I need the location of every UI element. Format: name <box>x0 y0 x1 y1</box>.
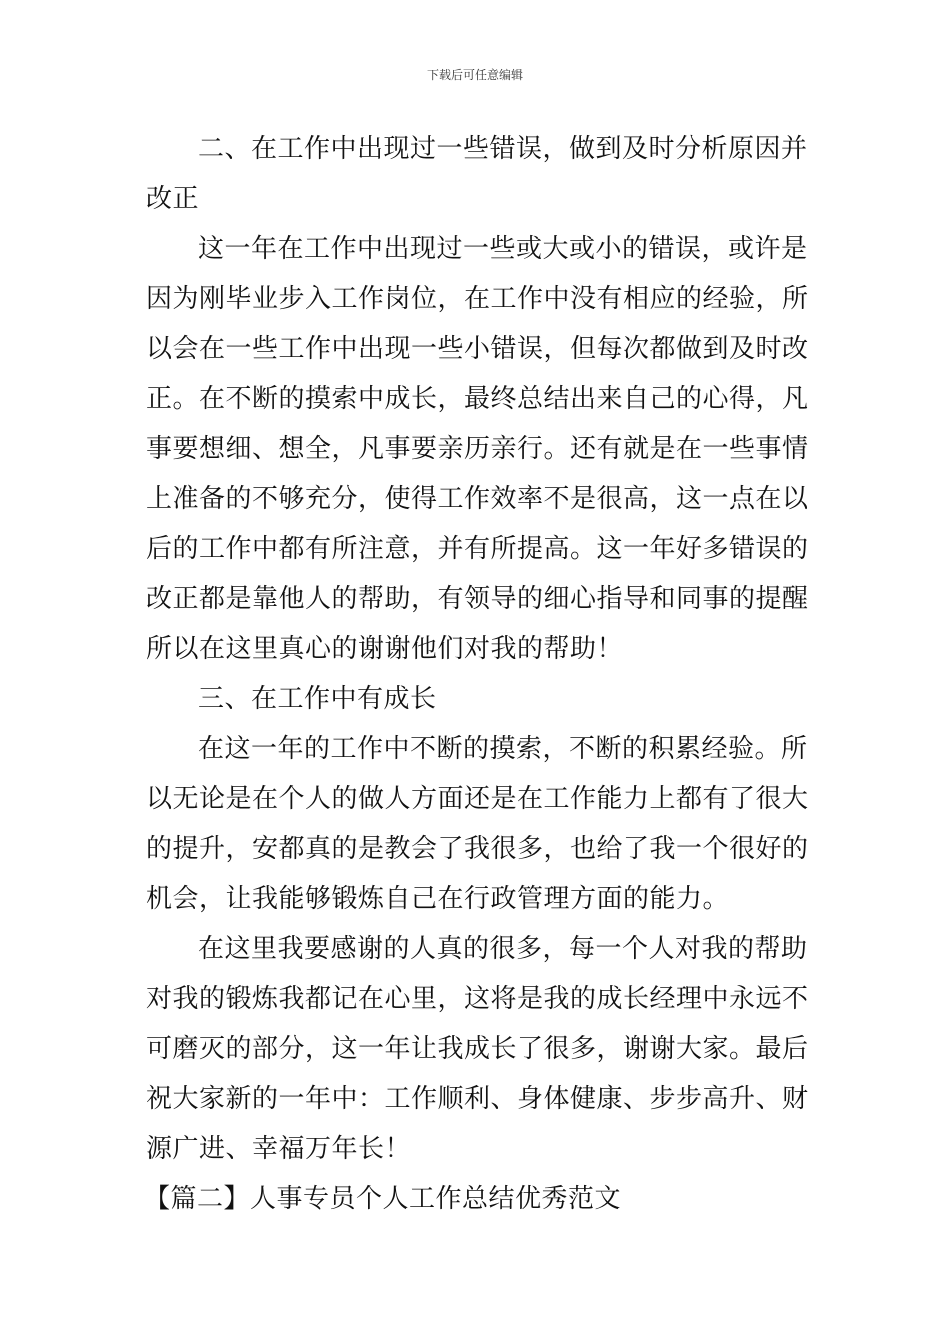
text-line: 源广进、幸福万年长！ <box>146 1134 412 1164</box>
section-heading-2: 二、在工作中出现过一些错误，做到及时分析原因并 <box>198 134 808 164</box>
header-note: 下载后可任意编辑 <box>426 68 523 82</box>
text-line: 可磨灭的部分，这一年让我成长了很多，谢谢大家。最后 <box>146 1034 809 1064</box>
text-line: 上准备的不够充分，使得工作效率不是很高，这一点在以 <box>146 484 809 514</box>
text-line: 祝大家新的一年中：工作顺利、身体健康、步步高升、财 <box>146 1084 809 1114</box>
text-line: 改正都是靠他人的帮助，有领导的细心指导和同事的提醒 <box>146 584 809 614</box>
text-line: 在这一年的工作中不断的摸索，不断的积累经验。所 <box>198 734 808 764</box>
text-line: 以无论是在个人的做人方面还是在工作能力上都有了很大 <box>146 784 809 814</box>
article-heading: 【篇二】人事专员个人工作总结优秀范文 <box>144 1184 622 1214</box>
text-line: 机会，让我能够锻炼自己在行政管理方面的能力。 <box>146 884 730 914</box>
text-line: 在这里我要感谢的人真的很多，每一个人对我的帮助 <box>198 934 808 964</box>
text-line: 后的工作中都有所注意，并有所提高。这一年好多错误的 <box>146 534 809 564</box>
section-heading-3: 三、在工作中有成长 <box>198 684 437 714</box>
text-line: 所以在这里真心的谢谢他们对我的帮助！ <box>146 634 624 664</box>
text-line: 事要想细、想全，凡事要亲历亲行。还有就是在一些事情 <box>146 434 809 464</box>
text-line: 对我的锻炼我都记在心里，这将是我的成长经理中永远不 <box>146 984 809 1014</box>
text-line: 因为刚毕业步入工作岗位，在工作中没有相应的经验，所 <box>146 284 809 314</box>
text-line: 的提升，安都真的是教会了我很多，也给了我一个很好的 <box>146 834 809 864</box>
document-body <box>144 124 809 1224</box>
text-line: 正。在不断的摸索中成长，最终总结出来自己的心得，凡 <box>146 384 809 414</box>
text-line: 改正 <box>146 184 200 214</box>
text-line: 这一年在工作中出现过一些或大或小的错误，或许是 <box>198 234 808 264</box>
text-line: 以会在一些工作中出现一些小错误，但每次都做到及时改 <box>146 334 809 364</box>
